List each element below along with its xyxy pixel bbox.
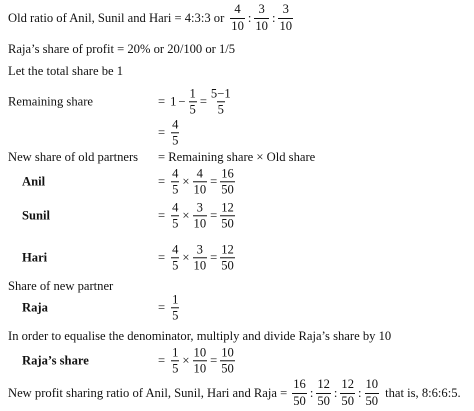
equalise-text: In order to equalise the denominator, multiply and divide Raja’s share by 10 (8, 328, 392, 343)
fraction: $\frac{12}{50}$ (221, 200, 234, 231)
fraction: $\frac{4}{5}$ (172, 242, 179, 273)
new-partner-label: Share of new partner (8, 278, 114, 293)
remaining-share-label: Remaining share (8, 94, 93, 109)
final-ratio-text: New profit sharing ratio of Anil, Sunil, Hari and Raja = (8, 385, 288, 400)
anil-expr: = $\frac{4}{5}$ × $\frac{4}{10}$ = $\frac{16}{50}$ (158, 166, 234, 197)
fraction: $\frac{12}{50}$ (317, 377, 330, 408)
fraction: $\frac{4}{5}$ (172, 166, 179, 197)
fraction: $\frac{4}{5}$ (172, 117, 179, 148)
new-share-label: New share of old partners (8, 149, 139, 164)
fraction: $\frac{4}{5}$ (172, 200, 179, 231)
fraction: $\frac{10}{50}$ (221, 345, 234, 376)
fraction: $\frac{1}{5}$ (172, 292, 179, 323)
fraction: $\frac{3}{10}$ (255, 2, 268, 33)
fraction: $\frac{10}{50}$ (365, 377, 379, 408)
sunil-expr: = $\frac{4}{5}$ × $\frac{3}{10}$ = $\frac{12}{50}$ (158, 200, 234, 231)
hari-row (0, 242, 474, 274)
old-ratio-text: Old ratio of Anil, Sunil and Hari = 4:3:3 or (8, 10, 225, 25)
final-ratio-tail: that is, 8:6:6:5. (385, 385, 461, 400)
raja-row (0, 292, 474, 324)
fraction: $\frac{16}{50}$ (221, 166, 234, 197)
fraction: $\frac{1}{5}$ (172, 345, 179, 376)
sunil-label: Sunil (22, 208, 51, 223)
final-ratio-line: New profit sharing ratio of Anil, Sunil, Hari and Raja = $\frac{16}{50}$ : $\frac{12}{50}$ : $\frac{12}{50}$ : $\frac{10}{50}$ that is, 8:6:6:5. (8, 377, 461, 408)
raja-final-label: Raja’s share (22, 353, 89, 368)
anil-label: Anil (22, 174, 46, 189)
total-share-text: Let the total share be 1 (8, 63, 124, 78)
remaining-share-expr: = 1 − $\frac{1}{5}$ = $\frac{5-1}{5}$ (158, 86, 231, 117)
new-share-expr: = Remaining share × Old share (158, 149, 316, 164)
raja-final-row (0, 345, 474, 377)
fraction: $\frac{3}{10}$ (279, 2, 293, 33)
sunil-row (0, 200, 474, 232)
fraction: $\frac{12}{50}$ (221, 242, 234, 273)
fraction: $\frac{3}{10}$ (193, 200, 207, 231)
fraction: $\frac{1}{5}$ (189, 86, 196, 117)
fraction: $\frac{12}{50}$ (341, 377, 354, 408)
raja-share-line (8, 40, 235, 58)
raja-share-text: Raja’s share of profit = 20% or 20/100 or 1/5 (8, 41, 236, 56)
hari-expr: = $\frac{4}{5}$ × $\frac{3}{10}$ = $\frac{12}{50}$ (158, 242, 234, 273)
remaining-share-row (0, 86, 474, 118)
remaining-share-result: = $\frac{4}{5}$ (158, 117, 179, 148)
raja-label: Raja (22, 300, 48, 315)
fraction: $\frac{5-1}{5}$ (210, 86, 231, 117)
fraction: $\frac{10}{10}$ (193, 345, 207, 376)
old-ratio-line: Old ratio of Anil, Sunil and Hari = 4:3:3 or $\frac{4}{10}$ : $\frac{3}{10}$ : $\frac{3}{10}$ (8, 2, 293, 33)
fraction: $\frac{4}{10}$ (193, 166, 207, 197)
new-share-header-line (8, 148, 315, 166)
raja-expr: = $\frac{1}{5}$ (158, 292, 179, 323)
total-share-line (8, 62, 123, 80)
remaining-share-result-row (0, 118, 474, 148)
fraction: $\frac{3}{10}$ (193, 242, 207, 273)
hari-label: Hari (22, 250, 48, 265)
fraction: $\frac{4}{10}$ (231, 2, 244, 33)
equalise-line (8, 327, 391, 345)
fraction: $\frac{16}{50}$ (293, 377, 306, 408)
raja-final-expr: = $\frac{1}{5}$ × $\frac{10}{10}$ = $\frac{10}{50}$ (158, 345, 234, 376)
anil-row (0, 166, 474, 198)
